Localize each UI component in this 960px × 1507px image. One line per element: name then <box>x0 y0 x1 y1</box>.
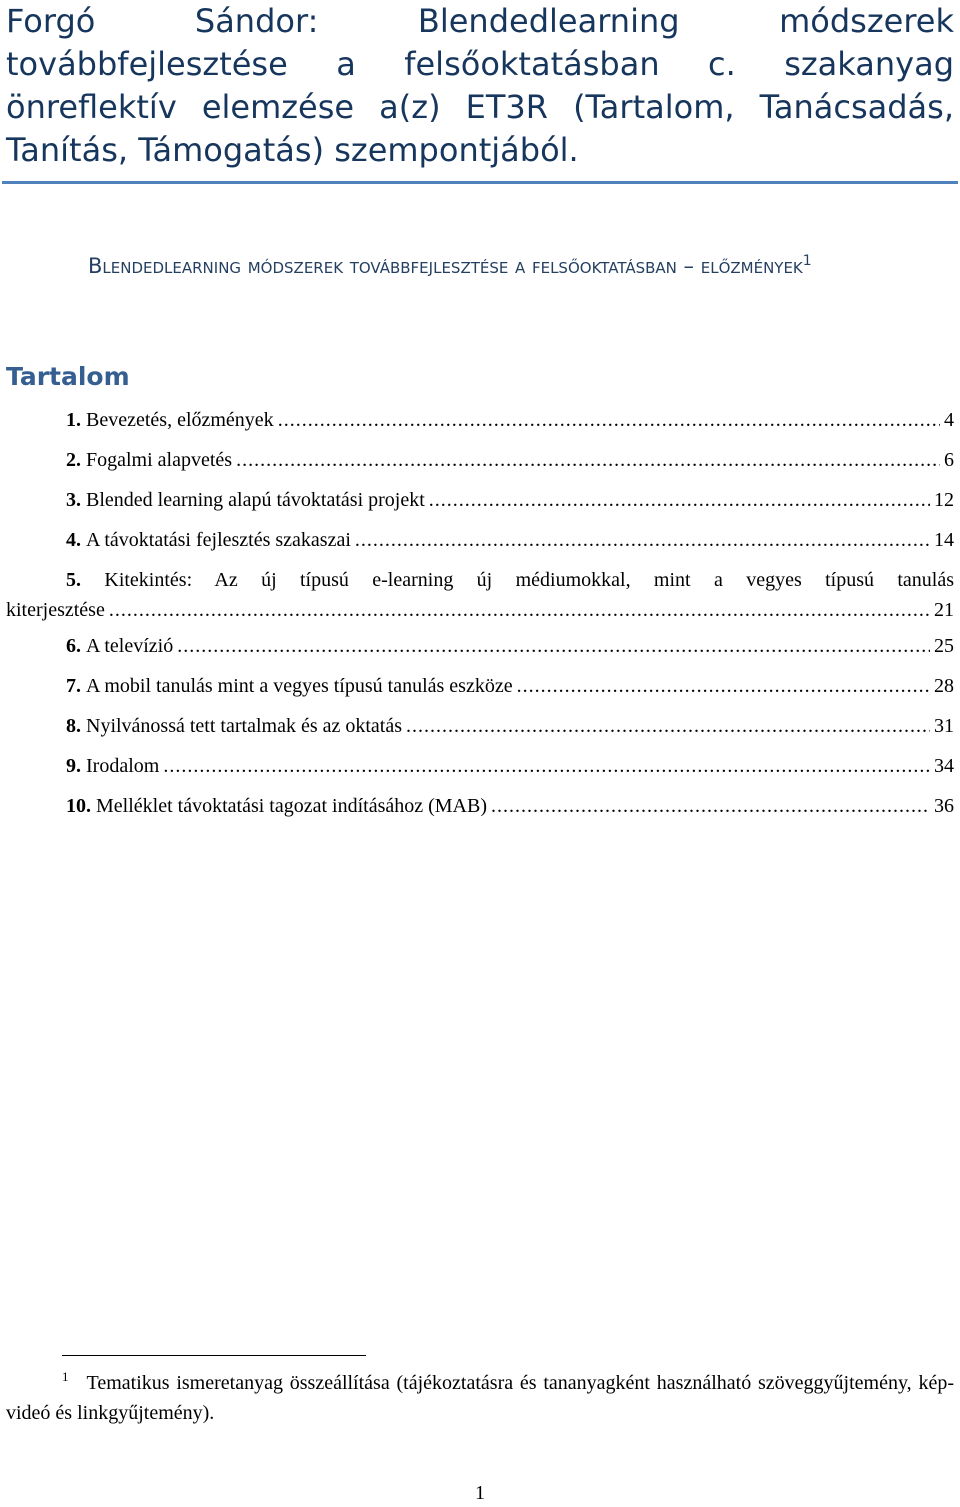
toc-entry-10[interactable] <box>6 786 954 826</box>
toc-leader-dots <box>177 626 930 666</box>
toc-leader-dots <box>517 666 930 706</box>
toc-entry-label: Fogalmi alapvetés <box>86 449 233 471</box>
toc-entry-number: 10. <box>66 795 91 817</box>
toc-entry-number: 6. <box>66 635 81 657</box>
toc-entry-page: 12 <box>934 489 954 511</box>
table-of-contents <box>6 400 954 826</box>
footnote-separator <box>62 1355 366 1356</box>
toc-entry-8[interactable] <box>6 706 954 746</box>
toc-entry-6[interactable] <box>6 626 954 666</box>
footnote <box>6 1368 954 1428</box>
title-underline <box>2 181 958 184</box>
toc-entry-page: 36 <box>934 795 954 817</box>
toc-heading: Tartalom <box>6 362 130 391</box>
toc-entry-number: 5. <box>66 569 81 591</box>
footnote-mark: 1 <box>62 1369 69 1385</box>
toc-entry-label: A mobil tanulás mint a vegyes típusú tanulás eszköze <box>86 675 513 697</box>
page-number: 1 <box>475 1482 485 1504</box>
toc-entry-label: Bevezetés, előzmények <box>86 409 274 431</box>
toc-entry-5[interactable] <box>6 566 954 626</box>
toc-leader-dots <box>429 480 930 520</box>
toc-entry-number: 8. <box>66 715 81 737</box>
toc-leader-dots <box>406 706 930 746</box>
toc-entry-page: 6 <box>944 449 954 471</box>
toc-entry-label-continuation: kiterjesztése <box>6 599 105 621</box>
footnote-text: Tematikus ismeretanyag összeállítása (tájékoztatásra és tananyagként használható szöveggyűjtemény, kép-videó és linkgyűjtemény). <box>6 1372 954 1424</box>
document-title: Forgó Sándor: Blendedlearning módszerek továbbfejlesztése a felsőoktatásban c. szakanyag önreflektív elemzése a(z) ET3R (Tartalom, Tanácsadás, Tanítás, Támogatás) szempontjából. <box>6 2 954 169</box>
toc-entry-number: 2. <box>66 449 81 471</box>
toc-entry-label: Kitekintés: Az új típusú e-learning új médiumokkal, mint a vegyes típusú tanulás <box>104 569 955 591</box>
toc-leader-dots <box>163 746 930 786</box>
toc-entry-label: Blended learning alapú távoktatási projekt <box>86 489 425 511</box>
toc-leader-dots <box>491 786 930 826</box>
toc-entry-2[interactable] <box>6 440 954 480</box>
toc-entry-7[interactable] <box>6 666 954 706</box>
toc-entry-3[interactable] <box>6 480 954 520</box>
toc-entry-number: 3. <box>66 489 81 511</box>
toc-entry-label: Nyilvánossá tett tartalmak és az oktatás <box>86 715 403 737</box>
toc-entry-number: 1. <box>66 409 81 431</box>
toc-entry-label: Melléklet távoktatási tagozat indításához (MAB) <box>96 795 487 817</box>
subheading-footnote-ref[interactable]: 1 <box>802 253 812 269</box>
toc-entry-9[interactable] <box>6 746 954 786</box>
toc-entry-page: 14 <box>934 529 954 551</box>
toc-entry-page: 34 <box>934 755 954 777</box>
toc-entry-4[interactable] <box>6 520 954 560</box>
toc-leader-dots <box>236 440 940 480</box>
toc-entry-label: A televízió <box>86 635 174 657</box>
toc-entry-label: A távoktatási fejlesztés szakaszai <box>86 529 351 551</box>
toc-leader-dots <box>109 594 930 626</box>
toc-entry-page: 25 <box>934 635 954 657</box>
toc-entry-1[interactable] <box>6 400 954 440</box>
toc-leader-dots <box>278 400 940 440</box>
toc-entry-number: 9. <box>66 755 81 777</box>
toc-entry-label: Irodalom <box>86 755 160 777</box>
toc-entry-page: 4 <box>944 409 954 431</box>
toc-entry-page: 31 <box>934 715 954 737</box>
toc-entry-number: 4. <box>66 529 81 551</box>
subheading-text: Blendedlearning módszerek továbbfejlesztése a felsőoktatásban – előzmények <box>88 254 803 278</box>
section-subheading <box>88 248 928 285</box>
toc-entry-page: 28 <box>934 675 954 697</box>
toc-entry-page: 21 <box>934 599 954 621</box>
toc-entry-label-line1 <box>6 566 954 594</box>
toc-leader-dots <box>355 520 930 560</box>
toc-entry-number: 7. <box>66 675 81 697</box>
